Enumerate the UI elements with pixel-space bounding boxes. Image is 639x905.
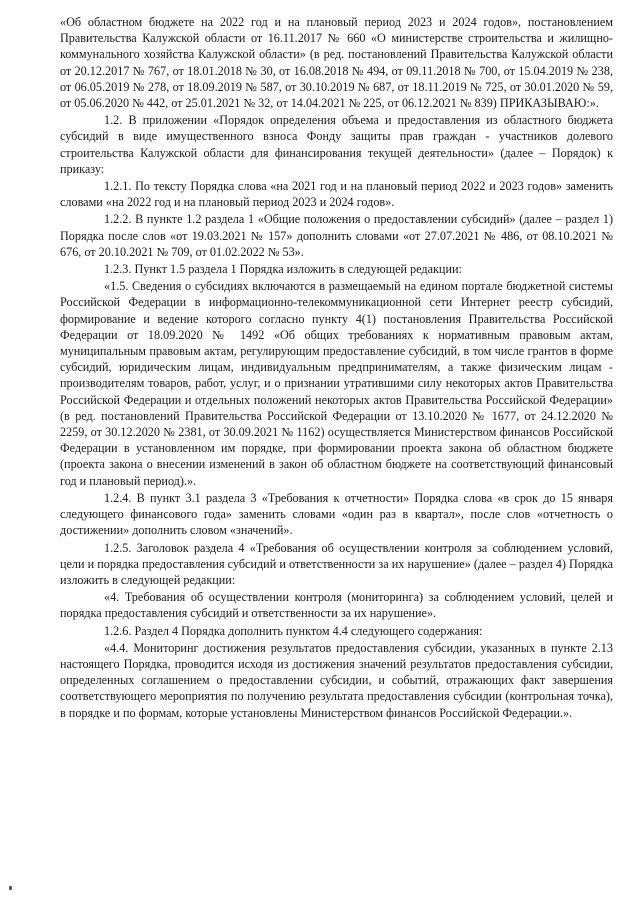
paragraph-1-2-6: 1.2.6. Раздел 4 Порядка дополнить пунктом 4.4 следующего содержания: — [104, 623, 483, 638]
document-page — [60, 14, 613, 721]
paragraph-1-2-5: 1.2.5. Заголовок раздела 4 «Требования об осуществлении контроля за соблюдением условий, цели и порядка предоставления субсидий и ответственности за их нарушение» (далее – раздел 4) Порядка изложить в следующей редакции: — [60, 540, 613, 587]
paragraph-1-2-2: 1.2.2. В пункте 1.2 раздела 1 «Общие положения о предоставлении субсидий» (далее – раздел 1) Порядка после слов «от 19.03.2021 № 157» дополнить словами «от 27.07.2021 № 486, от 08.10.2021 № 676, от 20.10.2021 № 709, от 01.02.2022 № 53». — [60, 212, 613, 259]
paragraph-preamble-continuation: «Об областном бюджете на 2022 год и на плановый период 2023 и 2024 годов», постановлением Правительства Калужской области от 16.11.2017 № 660 «О министерстве строительства и жилищно-коммунального хозяйства Калужской области» (в ред. постановлений Правительства Калужской области от 20.12.2017 № 767, от 18.01.2018 № 30, от 16.08.2018 № 494, от 09.11.2018 № 700, от 15.04.2019 № 238, от 06.05.2019 № 278, от 18.09.2019 № 587, от 30.10.2019 № 687, от 18.11.2019 № 725, от 30.01.2020 № 59, от 05.06.2020 № 442, от 25.01.2021 № 32, от 14.04.2021 № 225, от 06.12.2021 № 839) ПРИКАЗЫВАЮ:». — [60, 15, 613, 111]
scan-speck — [9, 886, 12, 890]
paragraph-quote-section-4: «4. Требования об осуществлении контроля (мониторинга) за соблюдением условий, целей и порядка предоставления субсидий и ответственности за их нарушение». — [60, 590, 613, 621]
paragraph-quote-1-5: «1.5. Сведения о субсидиях включаются в размещаемый на едином портале бюджетной системы Российской Федерации в информационно-телекоммуникационной сети Интернет реестр субсидий, формирование и ведение которого согласно пункту 4(1) постановления Правительства Российской Федерации от 18.09.2020 № 1492 «Об общих требованиях к нормативным правовым актам, муниципальным правовым актам, регулирующим предоставление субсидий, в том числе грантов в форме субсидий, юридическим лицам, индивидуальным предпринимателям, а также физическим лицам - производителям товаров, работ, услуг, и о признании утратившими силу некоторых актов Правительства Российской Федерации и отдельных положений некоторых актов Правительства Российской Федерации» (в ред. постановлений Правительства Российской Федерации от 13.10.2020 № 1677, от 24.12.2020 № 2259, от 30.12.2020 № 2381, от 30.09.2021 № 1162) осуществляется Министерством финансов Российской Федерации в установленном им порядке, при формировании проекта закона об областном бюджете (проекта закона о внесении изменений в закон об областном бюджете на соответствующий финансовый год и плановый период).». — [60, 279, 613, 488]
paragraph-1-2: 1.2. В приложении «Порядок определения объема и предоставления из областного бюджета субсидий в виде имущественного взноса Фонду защиты прав граждан - участников долевого строительства Калужской области для финансирования текущей деятельности» (далее – Порядок) к приказу: — [60, 113, 613, 176]
paragraph-1-2-3: 1.2.3. Пункт 1.5 раздела 1 Порядка изложить в следующей редакции: — [104, 262, 462, 277]
paragraph-1-2-1: 1.2.1. По тексту Порядка слова «на 2021 год и на плановый период 2022 и 2023 годов» заменить словами «на 2022 год и на плановый период 2023 и 2024 годов». — [60, 179, 613, 210]
paragraph-1-2-4: 1.2.4. В пункт 3.1 раздела 3 «Требования к отчетности» Порядка слова «в срок до 15 января следующего финансового года» заменить словами «один раз в квартал», после слов «отчетность о достижении» дополнить словом «значений». — [60, 490, 613, 538]
paragraph-quote-4-4: «4.4. Мониторинг достижения результатов предоставления субсидии, указанных в пункте 2.13 настоящего Порядка, проводится исходя из достижения значений результатов предоставления субсидии, определенных соглашением о предоставлении субсидии, и событий, отражающих факт завершения соответствующего мероприятия по получению результата предоставления субсидии (контрольная точка), в порядке и по формам, которые установлены Министерством финансов Российской Федерации.». — [60, 640, 613, 720]
